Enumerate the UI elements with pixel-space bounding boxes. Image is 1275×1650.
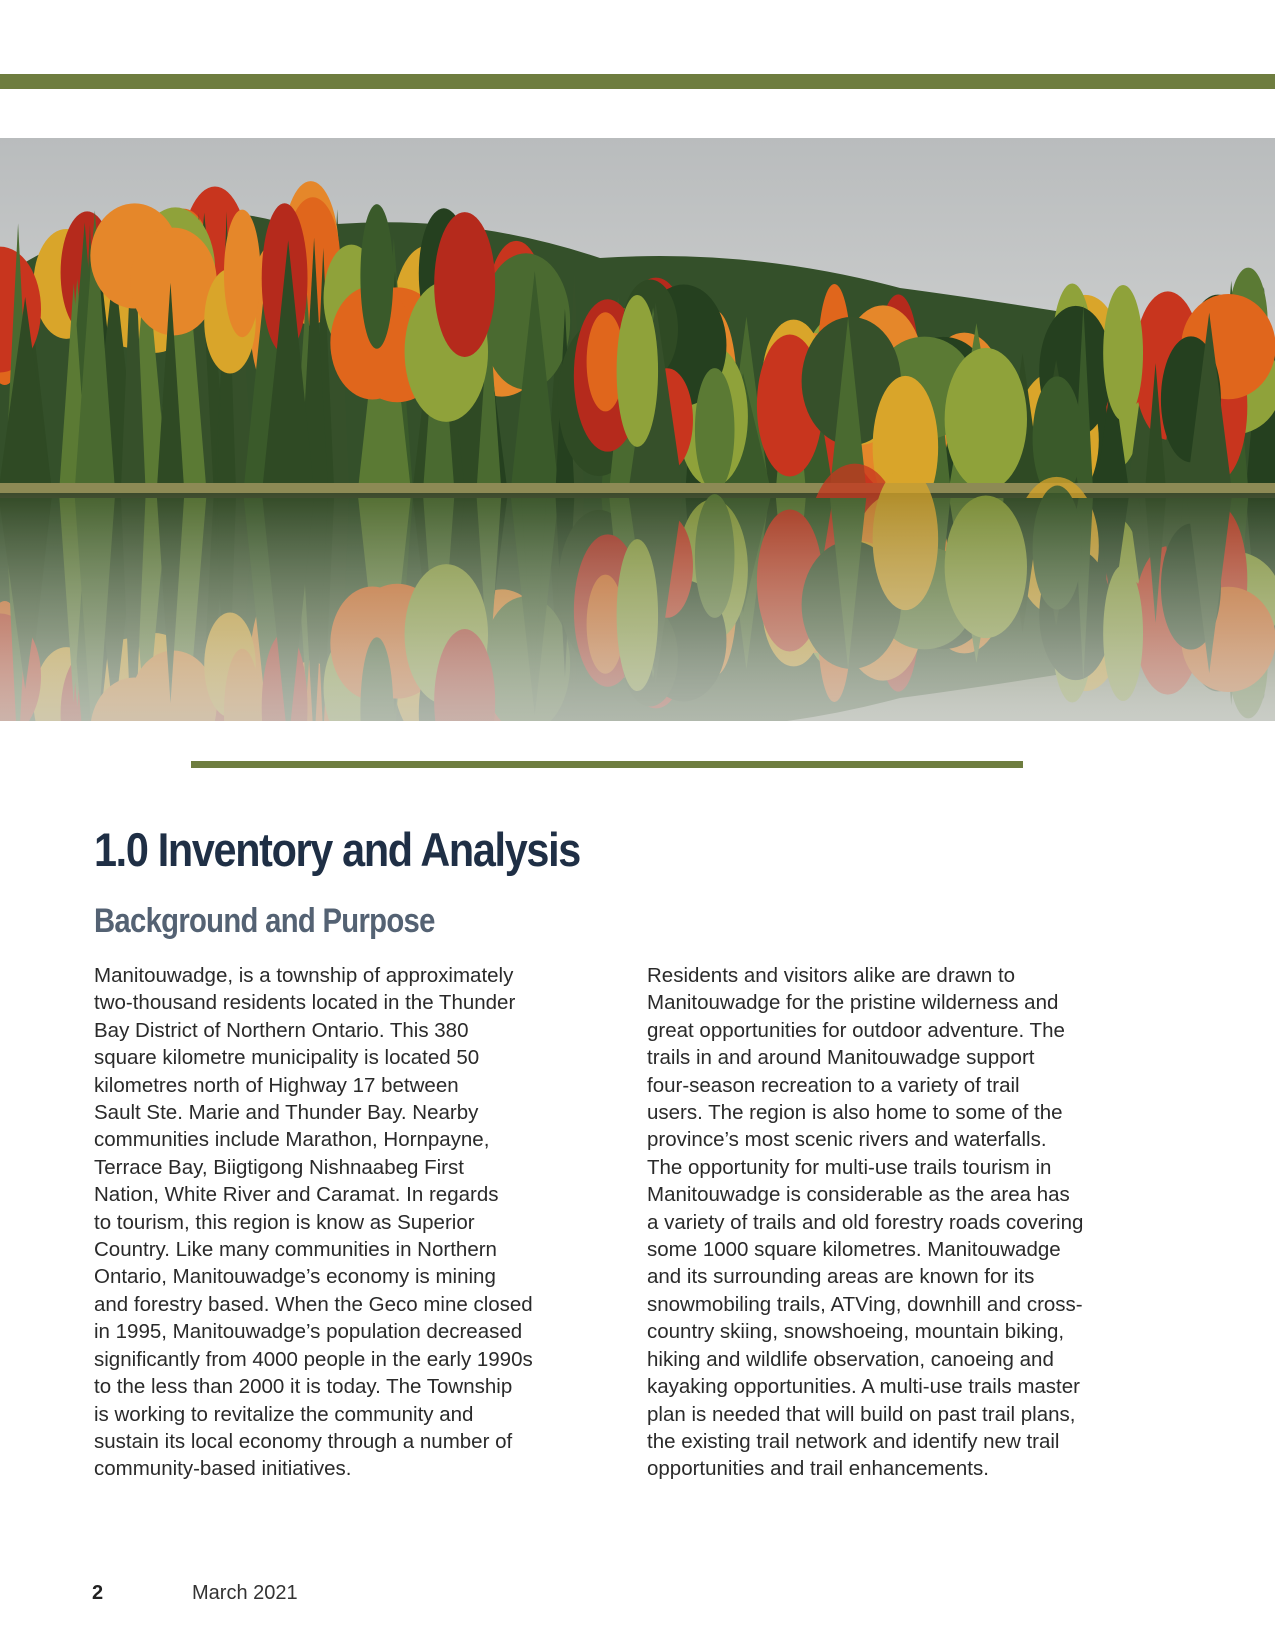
body-text-line: province’s most scenic rivers and waterfalls. <box>647 1128 1047 1152</box>
body-text-line: significantly from 4000 people in the early 1990s <box>94 1347 533 1371</box>
body-text-line: users. The region is also home to some of the <box>647 1101 1063 1125</box>
top-accent-rule <box>0 74 1275 89</box>
body-text-line: and its surrounding areas are known for its <box>647 1265 1035 1289</box>
body-text-line: Nation, White River and Caramat. In regards <box>94 1183 499 1207</box>
autumn-forest-lake-photo <box>0 138 1275 721</box>
body-text-line: communities include Marathon, Hornpayne, <box>94 1128 490 1152</box>
body-text-line: some 1000 square kilometres. Manitouwadge <box>647 1238 1061 1262</box>
page-number: 2 <box>92 1582 104 1604</box>
section-accent-rule <box>191 761 1023 768</box>
body-text-line: Bay District of Northern Ontario. This 380 <box>94 1018 469 1042</box>
body-text-line: the existing trail network and identify new trail <box>647 1429 1060 1453</box>
body-text-line: four-season recreation to a variety of trail <box>647 1073 1020 1097</box>
body-text-line: community-based initiatives. <box>94 1457 352 1481</box>
body-text-line: Manitouwadge for the pristine wilderness and <box>647 991 1059 1015</box>
body-text-line: kilometres north of Highway 17 between <box>94 1073 459 1097</box>
body-text-line: Terrace Bay, Biigtigong Nishnaabeg First <box>94 1155 464 1179</box>
footer-date: March 2021 <box>192 1582 298 1604</box>
body-text-line: in 1995, Manitouwadge’s population decreased <box>94 1320 523 1344</box>
body-text-line: opportunities and trail enhancements. <box>647 1457 989 1481</box>
body-column-left <box>94 962 572 1483</box>
section-subtitle: Background and Purpose <box>94 902 435 940</box>
body-text-line: plan is needed that will build on past trail plans, <box>647 1402 1076 1426</box>
body-text-line: country skiing, snowshoeing, mountain biking, <box>647 1320 1065 1344</box>
body-text-line: Sault Ste. Marie and Thunder Bay. Nearby <box>94 1101 479 1125</box>
body-text-line: Residents and visitors alike are drawn to <box>647 964 1016 987</box>
body-column-right <box>647 962 1127 1483</box>
body-text-line: Manitouwadge is considerable as the area has <box>647 1183 1070 1207</box>
body-text-line: two-thousand residents located in the Thunder <box>94 991 516 1015</box>
body-text-line: Country. Like many communities in Northern <box>94 1238 497 1262</box>
body-text-line: hiking and wildlife observation, canoeing and <box>647 1347 1054 1371</box>
body-text-line: to tourism, this region is know as Superior <box>94 1210 475 1234</box>
body-text-line: Manitouwadge, is a township of approximately <box>94 964 514 987</box>
body-text-line: is working to revitalize the community and <box>94 1402 474 1426</box>
body-text-line: trails in and around Manitouwadge support <box>647 1046 1035 1070</box>
body-text-line: and forestry based. When the Geco mine closed <box>94 1292 533 1316</box>
body-text-line: kayaking opportunities. A multi-use trails master <box>647 1375 1080 1399</box>
body-text-line: square kilometre municipality is located 50 <box>94 1046 480 1070</box>
body-text-line: to the less than 2000 it is today. The Township <box>94 1375 513 1399</box>
body-text-line: a variety of trails and old forestry roads covering <box>647 1210 1084 1234</box>
body-text-line: Ontario, Manitouwadge’s economy is mining <box>94 1265 496 1289</box>
page-title: 1.0 Inventory and Analysis <box>94 823 580 876</box>
body-text-line: snowmobiling trails, ATVing, downhill and cross- <box>647 1292 1083 1316</box>
body-text-line: sustain its local economy through a number of <box>94 1429 513 1453</box>
body-text-line: great opportunities for outdoor adventure. The <box>647 1018 1065 1042</box>
body-text-line: The opportunity for multi-use trails tourism in <box>647 1155 1052 1179</box>
